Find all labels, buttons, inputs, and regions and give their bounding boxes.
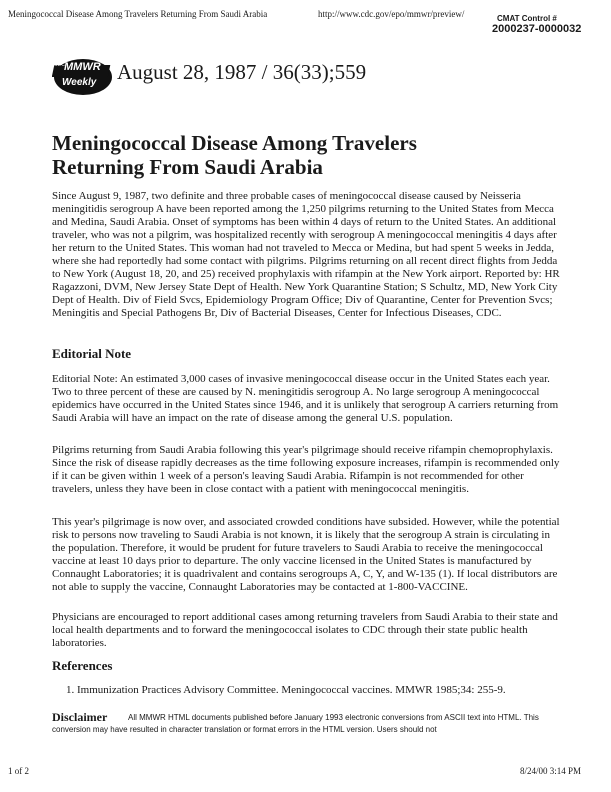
references-heading: References: [52, 658, 113, 673]
logo-weekly-text: Weekly: [62, 77, 97, 88]
disclaimer-text: All MMWR HTML documents published before January 1993 electronic conversions from ASCII text into HTML. This conversion may have resulted in character translation or format errors in the HTML version. Users should not: [52, 713, 539, 734]
editorial-paragraph-3: This year's pilgrimage is now over, and associated crowded conditions have subsided. However, while the potential risk to persons now traveling to Saudi Arabia is not known, it is likely that the serogroup A strain is circulating in the population. Therefore, it would be prudent for future travelers to Saudi Arabia to receive the meningococcal vaccine at least 10 days prior to departure. The only vaccine licensed in the United States is manufactured by Connaught Laboratories; it is quadrivalent and contains serogroups A, C, Y, and W-135 (1). If local distributors are not able to supply the vaccine, Connaught Laboratories may be contacted at 1-800-VACCINE.: [52, 516, 560, 593]
editorial-paragraph-2: Pilgrims returning from Saudi Arabia following this year's pilgrimage should receive rifampin chemoprophylaxis. Since the risk of disease rapidly decreases as the time following exposure increases, rifampin is recommended only if it can be given within 1 week of a person's leaving Saudi Arabia. Rifampin is not recommended for other travelers, unless they have been in close contact with a patient with meningococcal meningitis.: [52, 444, 560, 495]
header-url[interactable]: http://www.cdc.gov/epo/mmwr/preview/: [318, 9, 465, 19]
reference-item: 1. Immunization Practices Advisory Committee. Meningococcal vaccines. MMWR 1985;34: 255-9.: [66, 684, 506, 696]
editorial-paragraph-4: Physicians are encouraged to report additional cases among returning travelers from Saudi Arabia to their state and local health departments and to forward the meningococcal isolates to CDC through their state public health laboratories.: [52, 611, 558, 649]
mmwr-weekly-logo[interactable]: [52, 57, 114, 97]
page-number: 1 of 2: [8, 766, 29, 776]
issue-date: August 28, 1987 / 36(33);559: [117, 60, 367, 84]
header-document-title: Meningococcal Disease Among Travelers Returning From Saudi Arabia: [8, 9, 268, 19]
intro-paragraph: Since August 9, 1987, two definite and three probable cases of meningococcal disease caused by Neisseria meningitidis serogroup A have been reported among the 1,250 pilgrims returning to the United States from Mecca and Medina, Saudi Arabia. Onset of symptoms has been within 4 days of return to the United States. An additional traveler, who was not a pilgrim, was hospitalized recently with serogroup A meningococcal meningitis 4 days after her return to the United States. This woman had not traveled to Mecca or Medina, but had spent 5 weeks in Jedda, where she had reportedly had some contact with pilgrims. Pilgrims returning on all recent direct flights from Jedda to New York (August 18, 20, and 25) received prophylaxis with rifampin at the New York airport. Reported by: HR Ragazzoni, DVM, New Jersey State Dept of Health. New York Quarantine Station; S Schultz, MD, New York City Dept of Health. Div of Field Svcs, Epidemiology Program Office; Div of Quarantine, Center for Prevention Svcs; Meningitis and Special Pathogens Br, Div of Bacterial Diseases, Center for Infectious Diseases, CDC.: [52, 190, 560, 319]
article-title-line1: Meningococcal Disease Among Travelers: [52, 131, 417, 155]
print-datetime: 8/24/00 3:14 PM: [520, 766, 582, 776]
editorial-note-heading: Editorial Note: [52, 346, 132, 361]
logo-cdc-text: CDC: [54, 62, 65, 68]
cmat-control-number: 2000237-0000032: [492, 23, 582, 35]
logo-mmwr-text: MMWR: [64, 61, 101, 73]
editorial-paragraph-1: Editorial Note: An estimated 3,000 cases of invasive meningococcal disease occur in the United States each year. Two to three percent of these are caused by N. meningitidis serogroup A. No large serogroup A meningococcal epidemics have occurred in the United States since 1946, and it is unlikely that serogroup A carriers returning from Saudi Arabia will have an impact on the rate of disease among the general U.S. population.: [52, 373, 559, 424]
article-title-line2: Returning From Saudi Arabia: [52, 155, 323, 179]
disclaimer-heading: Disclaimer: [52, 710, 108, 724]
article-title: [52, 131, 552, 179]
cmat-control-label: CMAT Control #: [497, 14, 557, 23]
